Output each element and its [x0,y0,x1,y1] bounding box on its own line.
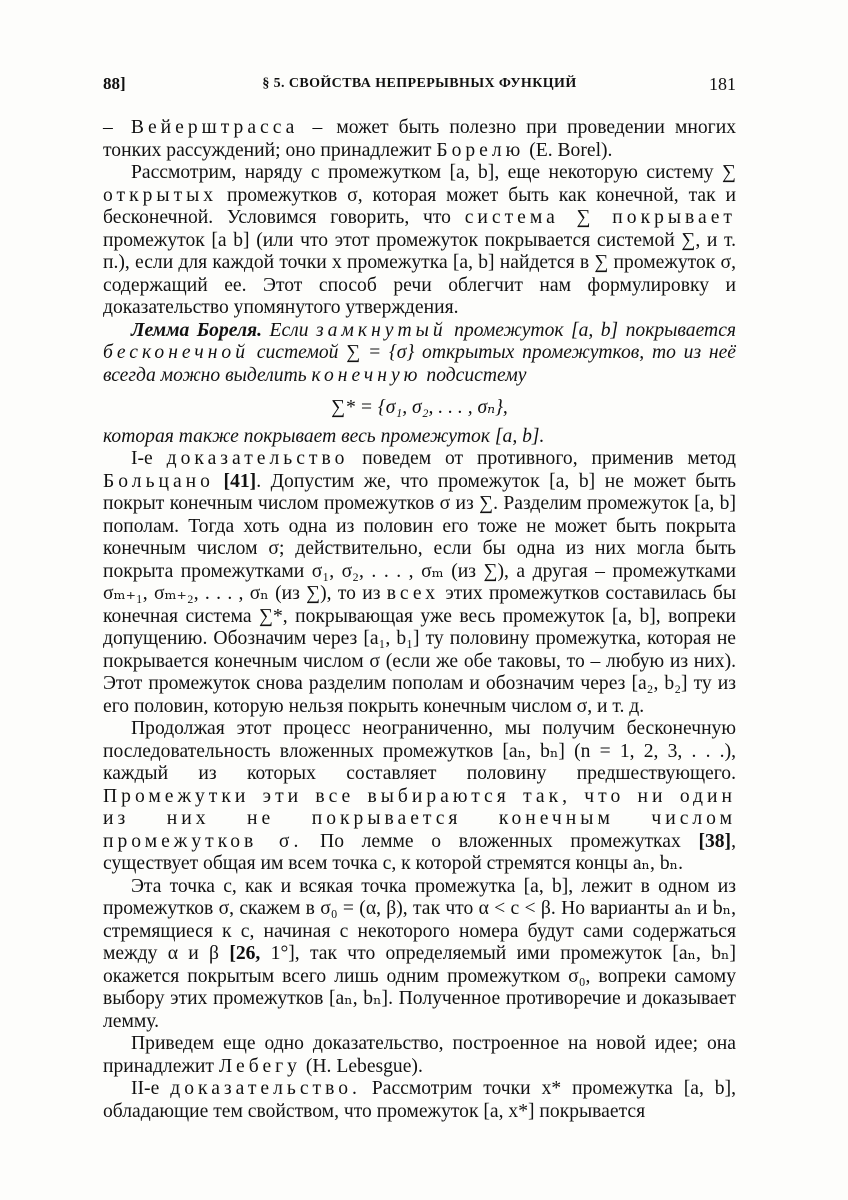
left-page-number: 88] [103,74,126,93]
text-span: конечную [311,364,422,386]
paragraph [103,162,736,320]
text-span: открытых [103,184,218,206]
text-span: [26, [229,943,261,964]
text-span: подсистему [421,364,527,386]
text-span: Больцано [103,470,214,492]
text-span: (H. Lebesgue). [300,1055,423,1077]
text-span: промежуток [a, b] покрывается [446,319,736,341]
text-span: системой ∑ = {σ} открытых промежутков, то из неё всегда можно выделить [103,342,736,386]
text-span: Эта точка c, как и всякая точка промежутка [a, b], лежит в одном из промежутков σ, скажем в σ₀ = (α, β), так что α < c < β. Но варианты aₙ и bₙ, стремящиеся к c, начиная с некоторого номера будут сами содержаться между α и β [103,875,736,964]
paragraph [103,426,736,449]
text-span: ∑* = {σ₁, σ₂, . . . , σₙ}, [331,397,508,418]
text-span: промежуток [a b] (или что этот промежуток покрывается системой ∑, и т. п.), если для каждой точки x промежутка [a, b] найдется в ∑ промежуток σ, содержащий ее. Этот способ речи облегчит нам формулировку и доказательство упомянутого утверждения. [103,229,736,318]
paragraph [103,1033,736,1078]
text-span: поведем от противного, применив метод [348,448,736,469]
text-span: По лемме о вложенных промежутках [302,830,699,852]
text-span: Если [262,319,316,341]
text-span: II-е [131,1078,171,1099]
text-span: 1°], так что определяемый ими промежуток [aₙ, bₙ] окажется покрытым всего лишь одним промежутком σ₀, вопреки самому выбору этих промежутков [aₙ, bₙ]. Полученное противоречие и доказывает лемму. [103,943,736,1032]
text-span: промежутков σ, которая может быть как конечной, так и бесконечной. Условимся говорить, что [103,184,736,228]
body-text [103,117,736,1123]
text-span: Рассмотрим, наряду с промежутком [a, b], еще некоторую систему ∑ [131,162,736,183]
text-span: (E. Borel). [524,139,613,161]
text-span: [41] [223,470,257,492]
text-span: , существует общая им всем точка c, к которой стремятся концы aₙ, bₙ. [103,830,736,874]
text-span: Рассмотрим точки x* промежутка [a, b], обладающие тем свойством, что промежуток [a, x*] покрывается [103,1078,737,1122]
text-span: – Вейерштрасса – [103,117,327,138]
text-span: Борелю [436,139,525,161]
text-span: доказательство [166,448,349,469]
text-span: система ∑ покрывает [464,207,736,228]
text-span: Промежутки эти все выбираются так, что ни один из них не покрывается конечным числом промежутков σ. [103,785,736,852]
paragraph [103,448,736,718]
paragraph [103,876,736,1034]
text-span [214,471,224,492]
text-span: которая также покрывает весь промежуток [a, b]. [103,425,545,447]
text-span: бесконечной [103,342,250,363]
formula [103,397,736,420]
paragraph [103,1078,736,1123]
paragraph [103,320,736,388]
text-span: Лемма Бореля. [131,319,263,341]
running-header [103,70,736,98]
text-span: Приведем еще одно доказательство, построенное на новой идее; она принадлежит [103,1033,736,1077]
text-span: этих промежутков составилась бы конечная система ∑*, покрывающая уже весь промежуток [a, b], вопреки допущению. Обозначим через [a₁, b₁] ту половину промежутка, которая не покрывается конечным числом σ (если же обе таковы, то – любую из них). Этот промежуток снова разделим пополам и обозначим через [a₂, b₂] ту из его половин, которую нельзя покрыть конечным числом σ, и т. д. [103,583,736,717]
text-span: Лебегу [218,1055,301,1077]
text-span: Продолжая этот процесс неограниченно, мы получим бесконечную последовательность вложенных промежутков [aₙ, bₙ] (n = 1, 2, 3, . . .), каждый из которых составляет половину предшествующего. [103,718,736,784]
text-span: I-е [131,448,167,469]
text-span: замкнутый [315,319,447,341]
text-span: [38] [698,830,732,852]
text-span: доказательство. [170,1078,361,1099]
paragraph [103,117,736,162]
text-span: всех [386,583,440,604]
page-number: 181 [709,74,736,94]
text-span: . Допустим же, что промежуток [a, b] не может быть покрыт конечным числом промежутков σ из ∑. Разделим промежуток [a, b] пополам. Тогда хоть одна из половин его тоже не может быть покрыта конечным числом σ; действительно, если бы одна из них могла быть покрыта промежутками σ₁, σ₂, . . . , σₘ (из ∑), а другая – промежутками σₘ₊₁, σₘ₊₂, . . . , σₙ (из ∑), то из [103,470,736,604]
section-title: § 5. СВОЙСТВА НЕПРЕРЫВНЫХ ФУНКЦИЙ [262,76,577,91]
text-span: может быть полезно при проведении многих тонких рассуждений; оно принадлежит [103,117,736,161]
paragraph [103,718,736,876]
